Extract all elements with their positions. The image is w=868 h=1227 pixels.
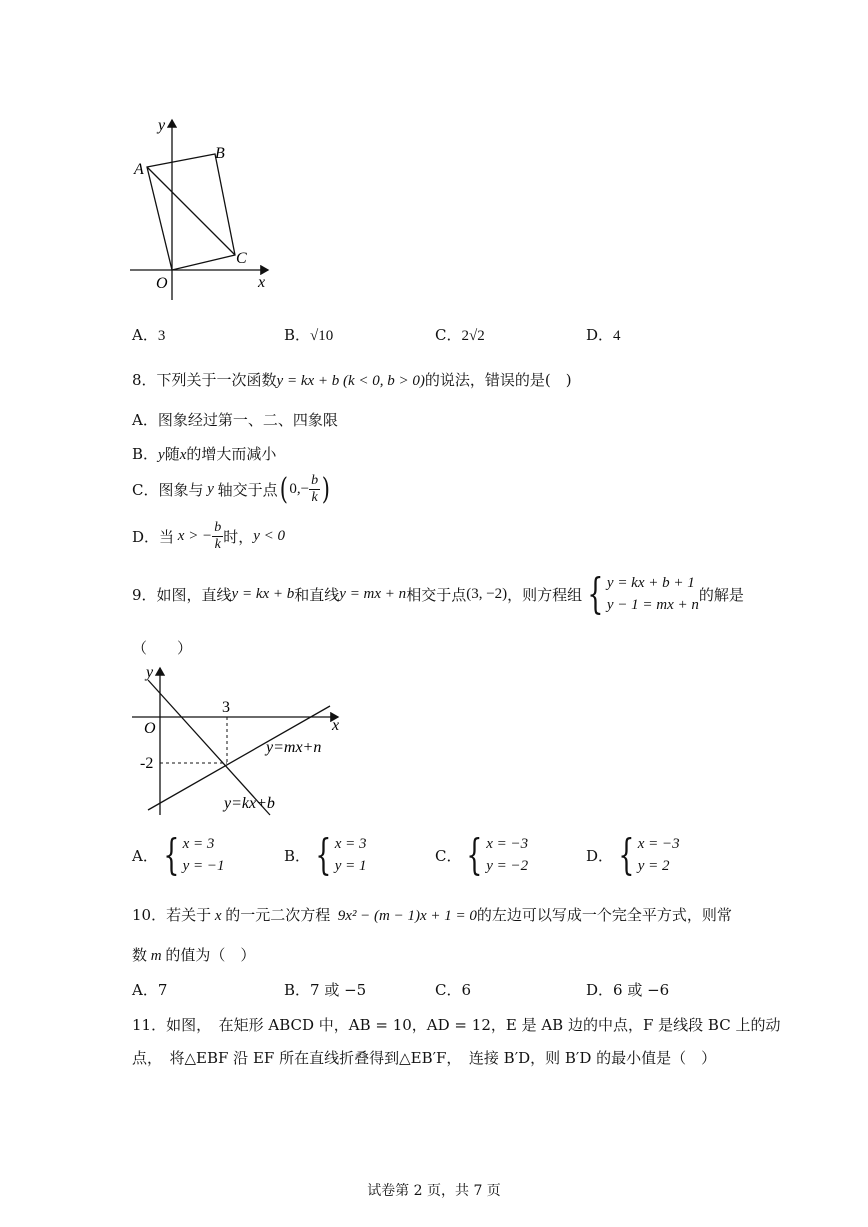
q8-option-c: C．图象与 y 轴交于点 ( 0,− $\frac{b}{k}$ ) [132,472,331,507]
q10-option-d: D．6 或 −6 [586,981,670,999]
q9-label-y: y [146,664,154,681]
q9-label-x: x [332,717,340,734]
q10-option-c: C．6 [435,981,472,999]
q7-option-d: D．4 [586,326,621,344]
q7-label-o: O [156,275,168,292]
q9-option-c: C． { x = −3 y = −2 [435,830,529,879]
q7-quadrilateral [147,154,235,270]
q8-stem: 8．下列关于一次函数y = kx + b (k < 0, b > 0)的说法，错误的是( ) [132,371,572,389]
q9-label-kx-b: y=kx+b [224,795,275,812]
q9-stem: 9．如图，直线 y = kx + b 和直线 y = mx + n 相交于点 (3, −2) ，则方程组 { y = kx + b + 1 y − 1 = mx + n 的解是 [132,569,744,618]
q7-label-b: B [215,145,225,162]
q10-stem-line1: 10．若关于 x 的一元二次方程 9x² − (m − 1)x + 1 = 0的左边可以写成一个完全平方式，则常 [132,906,732,924]
q9-label-3: 3 [222,699,230,716]
q7-label-x: x [258,274,266,291]
q7-label-c: C [236,250,247,267]
q10-stem-line2: 数 m 的值为（ ） [132,946,256,964]
q8-option-a: A．图象经过第一、二、四象限 [132,411,338,429]
q11-stem-line1: 11．如图， 在矩形 ABCD 中，AB = 10，AD = 12，E 是 AB 边的中点，F 是线段 BC 上的动 [132,1016,781,1034]
q7-diagonal-ac [147,167,235,255]
q11-stem-line2: 点， 将△EBF 沿 EF 所在直线折叠得到△EB′F， 连接 B′D，则 B′D 的最小值是（ ） [132,1049,717,1067]
q7-label-y: y [158,117,166,134]
q9-option-b: B． { x = 3 y = 1 [284,830,367,879]
q9-label-mx-n: y=mx+n [266,739,322,756]
q8-option-d: D．当 x > − $\frac{b}{k}$ 时， y < 0 [132,520,285,552]
q9-answer-paren: （ ） [132,639,193,657]
q7-option-c: C．2√2 [435,326,485,344]
q8-option-b: B．y随x的增大而减小 [132,445,277,463]
q7-option-b: B．√10 [284,326,334,344]
q9-option-d: D． { x = −3 y = 2 [586,830,680,879]
q9-figure [130,660,360,820]
q7-option-a: A．3 [132,326,166,344]
q10-option-b: B．7 或 −5 [284,981,367,999]
q7-figure [120,110,290,310]
page-footer: 试卷第 2 页，共 7 页 [367,1183,501,1199]
q7-label-a: A [134,161,144,178]
q9-option-a: A． { x = 3 y = −1 [132,830,225,879]
q10-option-a: A．7 [132,981,168,999]
q9-label-o: O [144,720,156,737]
q9-label-neg2: -2 [140,755,154,772]
